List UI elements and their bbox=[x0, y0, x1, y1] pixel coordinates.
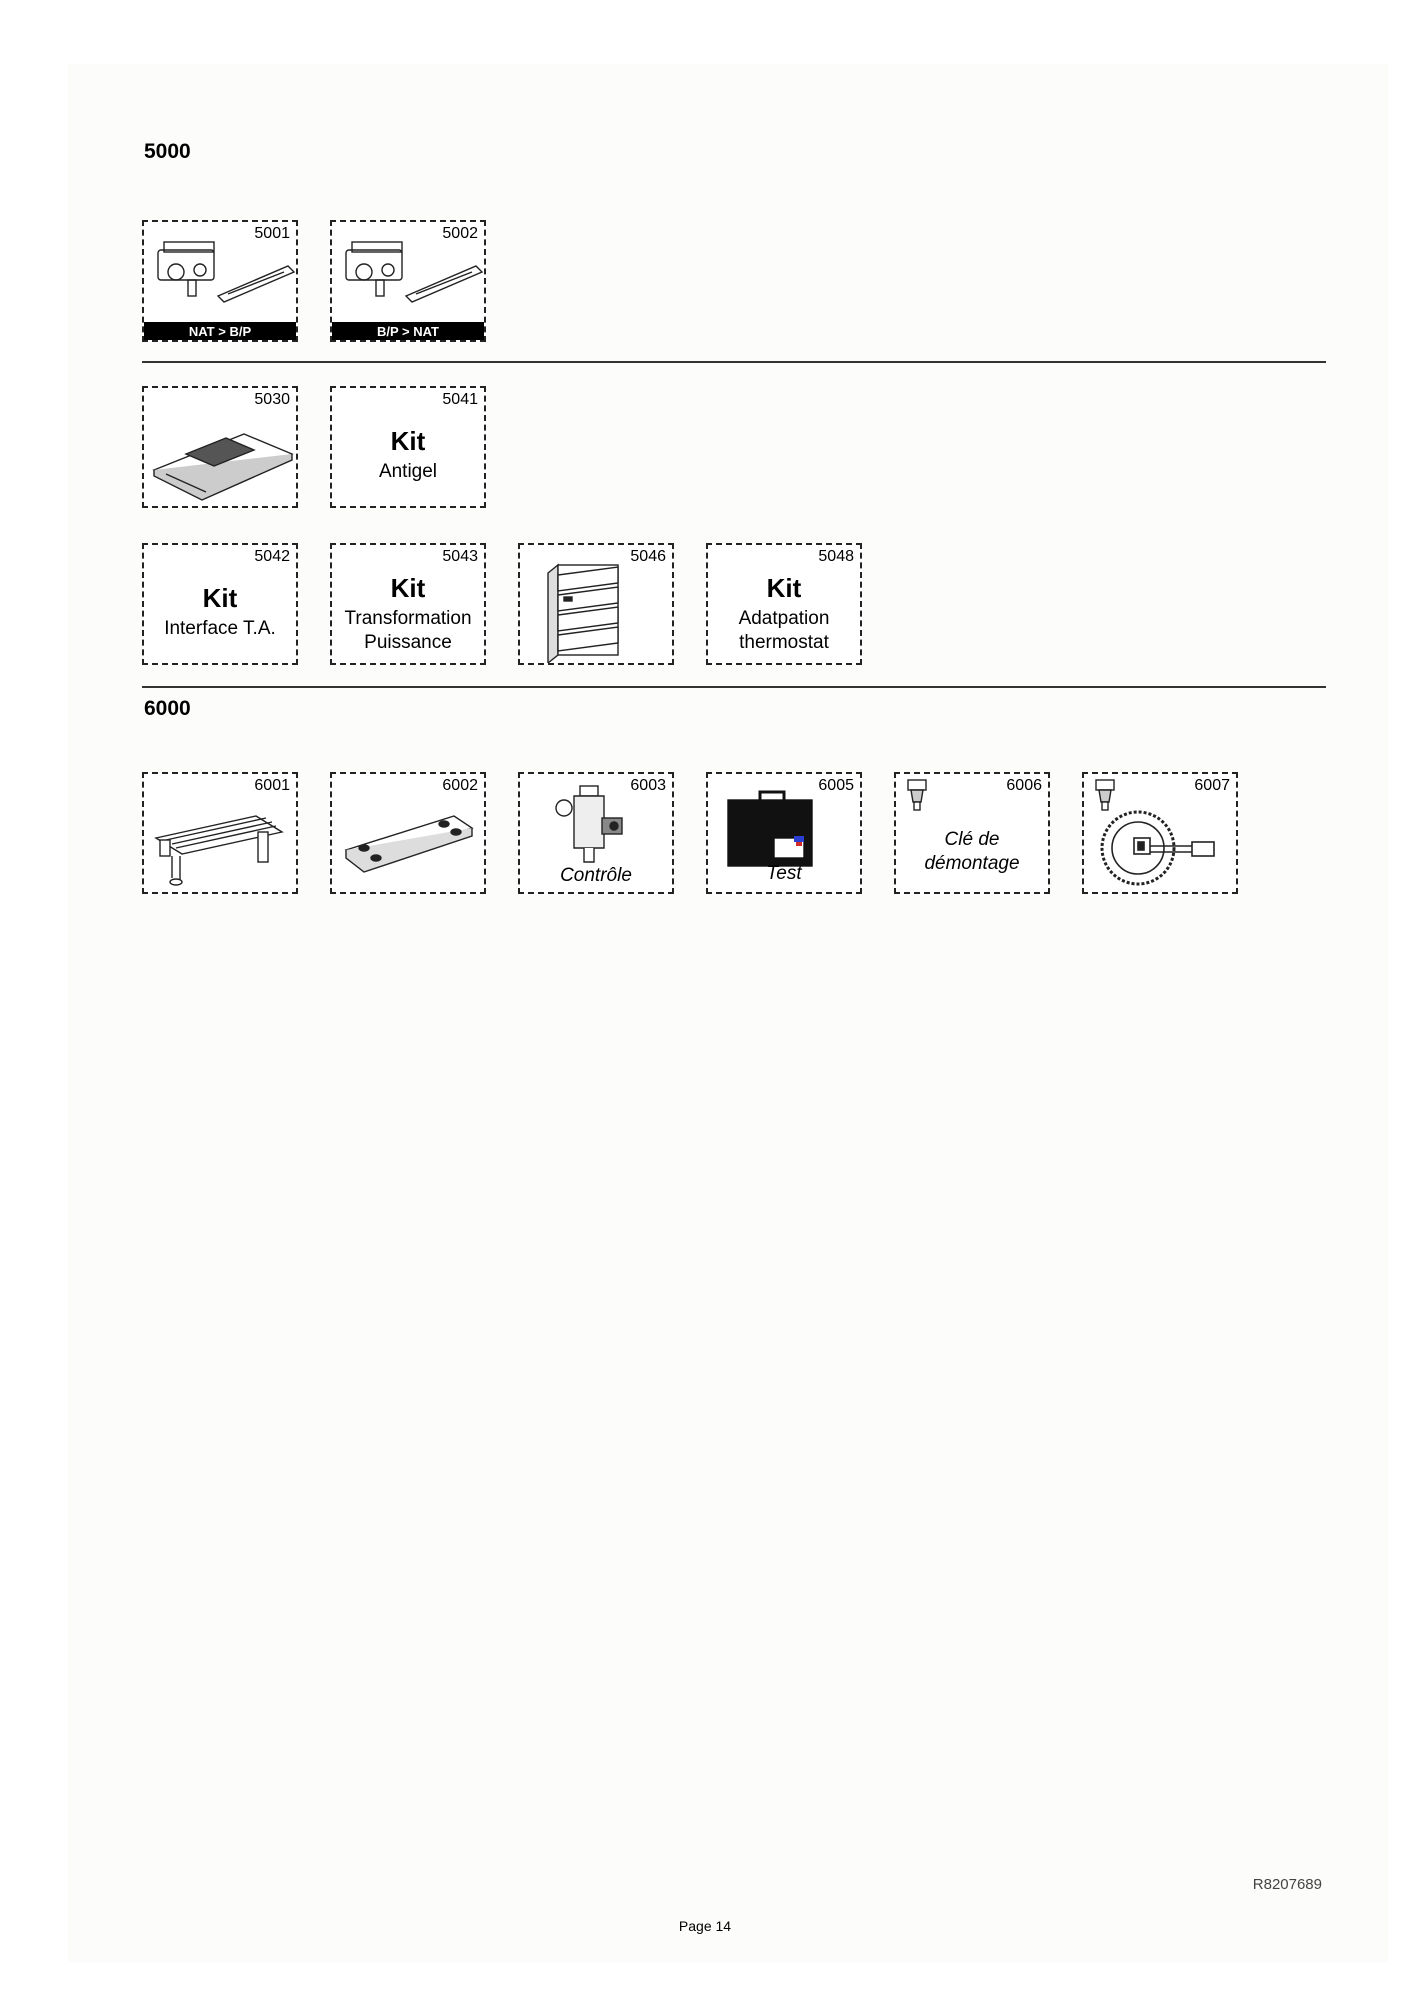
kit-description: Interface T.A. bbox=[164, 618, 276, 639]
part-code: 5002 bbox=[442, 225, 478, 242]
part-code: 5042 bbox=[254, 548, 290, 565]
part-caption: Test bbox=[766, 863, 802, 884]
part-tile-5042[interactable] bbox=[142, 543, 298, 665]
kit-description: Antigel bbox=[378, 461, 438, 482]
valve-body-icon bbox=[544, 778, 644, 864]
kit-label: Kit bbox=[202, 583, 238, 613]
part-tile-5030[interactable] bbox=[142, 386, 298, 508]
part-code: 5041 bbox=[442, 391, 478, 408]
part-code: 6001 bbox=[254, 777, 290, 794]
tool-name-line1: Clé de bbox=[944, 829, 1000, 850]
document-reference: R8207689 bbox=[1252, 1876, 1322, 1893]
part-code: 5046 bbox=[630, 548, 666, 565]
part-code: 6002 bbox=[442, 777, 478, 794]
plate-exchanger-icon bbox=[334, 798, 484, 888]
part-tile-6007[interactable] bbox=[1082, 772, 1238, 894]
part-code: 6006 bbox=[1006, 777, 1042, 794]
wrench-ring-icon bbox=[1094, 802, 1234, 892]
tool-name-line2: démontage bbox=[924, 853, 1020, 874]
kit-label: Kit bbox=[766, 573, 802, 603]
air-grille-icon bbox=[528, 553, 648, 663]
part-code: 6003 bbox=[630, 777, 666, 794]
kit-label: Kit bbox=[390, 426, 426, 456]
manual-booklet-icon bbox=[146, 414, 296, 504]
kit-description-line1: Transformation bbox=[344, 608, 472, 629]
section-title-5000: 5000 bbox=[144, 140, 191, 163]
part-tile-5002[interactable] bbox=[330, 220, 486, 342]
section-title-6000: 6000 bbox=[144, 697, 191, 720]
part-code: 6005 bbox=[818, 777, 854, 794]
part-code: 5001 bbox=[254, 225, 290, 242]
part-caption: Contrôle bbox=[560, 865, 632, 886]
part-tile-5041[interactable] bbox=[330, 386, 486, 508]
part-tile-6006[interactable] bbox=[894, 772, 1050, 894]
part-tile-6001[interactable] bbox=[142, 772, 298, 894]
kit-label: Kit bbox=[390, 573, 426, 603]
section-divider bbox=[142, 686, 1326, 688]
part-tile-6002[interactable] bbox=[330, 772, 486, 894]
part-code: 5048 bbox=[818, 548, 854, 565]
page-sheet bbox=[68, 64, 1388, 1962]
conversion-banner: B/P > NAT bbox=[330, 322, 486, 342]
conversion-banner: NAT > B/P bbox=[142, 322, 298, 342]
part-code: 5030 bbox=[254, 391, 290, 408]
part-tile-5046[interactable] bbox=[518, 543, 674, 665]
part-tile-5043[interactable] bbox=[330, 543, 486, 665]
section-divider bbox=[142, 361, 1326, 363]
heat-exchanger-icon bbox=[146, 796, 296, 892]
nozzle-icon bbox=[902, 778, 932, 812]
part-tile-6003[interactable] bbox=[518, 772, 674, 894]
part-code: 5043 bbox=[442, 548, 478, 565]
part-tile-5048[interactable] bbox=[706, 543, 862, 665]
kit-description-line1: Adatpation bbox=[738, 608, 830, 629]
page-number: Page 14 bbox=[678, 1918, 732, 1934]
kit-description-line2: Puissance bbox=[364, 632, 452, 653]
conversion-kit-icon bbox=[336, 236, 486, 316]
part-code: 6007 bbox=[1194, 777, 1230, 794]
kit-description-line2: thermostat bbox=[739, 632, 829, 653]
conversion-kit-icon bbox=[148, 236, 298, 316]
test-case-icon bbox=[724, 786, 824, 872]
part-tile-6005[interactable] bbox=[706, 772, 862, 894]
part-tile-5001[interactable] bbox=[142, 220, 298, 342]
